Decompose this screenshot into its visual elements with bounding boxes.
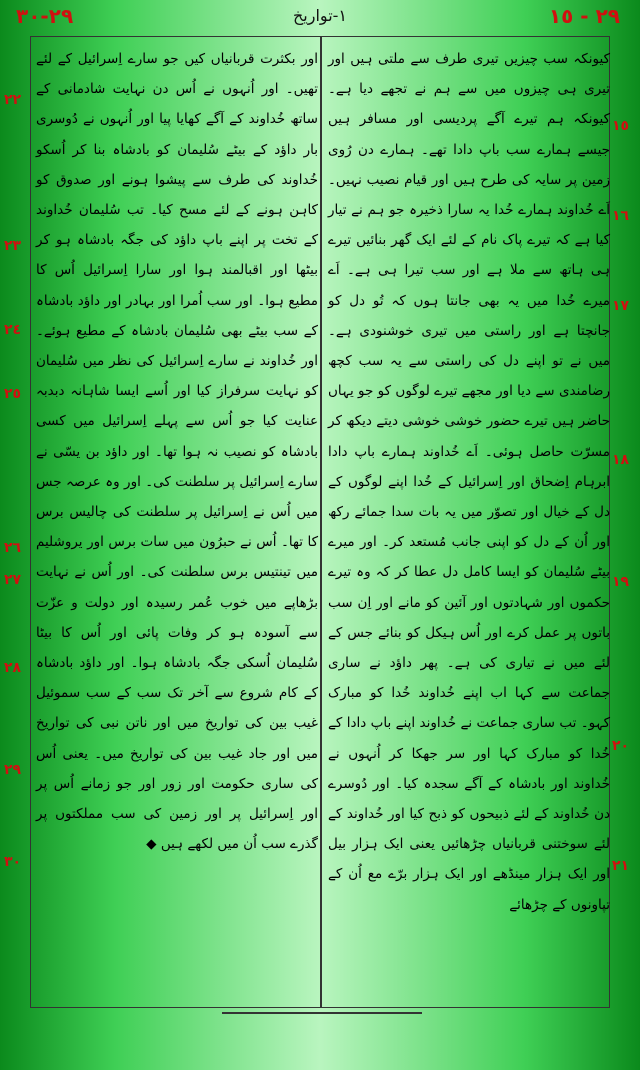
verse-number: ١٦: [612, 208, 630, 224]
verse-number: ٢٨: [4, 660, 22, 676]
left-text-column: [36, 44, 318, 859]
verse-number: ١٧: [612, 298, 630, 314]
chapter-range-right: ٢٩ - ١٥: [548, 4, 620, 28]
bottom-rule: [222, 1012, 422, 1014]
right-column-text: کیونکہ سب چیزیں تیری طرف سے ملتی ہیں اور تیری ہی چیزوں میں سے ہم نے تجھے دیا ہے۔ کیونکہ ہم تیرے آگے پردیسی اور مسافر ہیں جیسے ہمارے سب باپ دادا تھے۔ ہمارے دن رُوی زمین پر سایہ کی طرح ہیں اور قیام نصیب نہیں۔ اَے خُداوند ہمارے خُدا یہ سارا ذخیرہ جو ہم نے تیار کیا ہے کہ تیرے پاک نام کے لئے ایک گھر بنائیں تیرے ہی ہاتھ سے ملا ہے اور سب تیرا ہی ہے۔ اَے میرے خُدا میں یہ بھی جانتا ہوں کہ تُو دل کو جانچتا ہے اور راستی میں تیری خوشنودی ہے۔ میں نے تو اپنے دل کی راستی سے یہ سب کچھ رضامندی سے دیا اور مجھے تیرے لوگوں کو جو یہاں حاضر ہیں تیرے حضور خوشی خوشی دیتے دیکھ کر مسرّت حاصل ہوئی۔ اَے خُداوند ہمارے باپ دادا ابرہام اِضحاق اور اِسرائیل کے خُدا اپنے لوگوں کے دل کے خیال اور تصوّر میں یہ بات سدا جمائے رکھ اور اُن کے دل کو اپنی جانب مُستعد کر۔ اور میرے بیٹے سُلیمان کو ایسا کامل دل عطا کر کہ وہ تیرے حکموں اور شہادتوں اور آئین کو مانے اور اِن سب باتوں پر عمل کرے اور اُس ہیکل کو بنائے جس کے لئے میں نے تیاری کی ہے۔ پھر داؤد نے ساری جماعت سے کہا اب اپنے خُداوند خُدا کو مبارک کہو۔ تب ساری جماعت نے خُداوند اپنے باپ دادا کے خُدا کو مبارک کہا اور سر جھکا کر اُنہوں نے خُداوند اور بادشاہ کے آگے سجدہ کیا۔ اور دُوسرے دن خُداوند کے لئے ذبیحوں کو ذبح کیا اور خُداوند کے لئے سوختنی قربانیاں چڑھائیں یعنی ایک ہزار بیل اور ایک ہزار مینڈھے اور ایک ہزار برّے مع اُن کے تپاونوں کے چڑھائے: [328, 51, 610, 913]
verse-number: ٢٤: [4, 322, 22, 338]
verse-number: ١٨: [612, 452, 630, 468]
verse-number: ٢٥: [4, 386, 22, 402]
verse-number: ٢٠: [612, 738, 630, 754]
verse-number: ١٥: [612, 118, 630, 134]
right-text-column: [328, 44, 610, 920]
verse-number: ٢٧: [4, 572, 22, 588]
verse-number: ٢٢: [4, 92, 22, 108]
page-header: [0, 0, 640, 36]
verse-number: ٣٠: [4, 854, 22, 870]
verse-number: ٢٦: [4, 540, 22, 556]
left-column-text: اور بکثرت قربانیاں کیں جو سارے اِسرائیل کے لئے تھیں۔ اور اُنہوں نے اُس دن نہایت شادمانی کے ساتھ خُداوند کے آگے کھایا پیا اور اُنہوں نے دُوسری بار داؤد کے بیٹے سُلیمان کو بادشاہ بنا کر اُسکو خُداوند کی طرف سے پیشوا ہونے اور صدوق کو کاہن ہونے کے لئے مسح کیا۔ تب سُلیمان خُداوند کے تخت پر اپنے باپ داؤد کی جگہ بادشاہ ہو کر بیٹھا اور اقبالمند ہوا اور سارا اِسرائیل اُس کا مطیع ہوا۔ اور سب اُمرا اور بہادر اور داؤد بادشاہ کے سب بیٹے بھی سُلیمان بادشاہ کے مطیع ہوئے۔ اور خُداوند نے سارے اِسرائیل کی نظر میں سُلیمان کو نہایت سرفراز کیا اور اُسے ایسا شاہانہ دبدبہ عنایت کیا جو اُس سے پہلے اِسرائیل میں کسی بادشاہ کو نصیب نہ ہوا تھا۔ اور داؤد بن یسّی نے سارے اِسرائیل پر سلطنت کی۔ اور وہ عرصہ جس میں اُس نے اِسرائیل پر سلطنت کی چالیس برس کا تھا۔ اُس نے حبرُون میں سات برس اور یروشلیم میں تینتیس برس سلطنت کی۔ اور اُس نے نہایت بڑھاپے میں خوب عُمر رسیدہ اور دولت و عزّت سے آسودہ ہو کر وفات پائی اور اُس کا بیٹا سُلیمان اُسکی جگہ بادشاہ ہوا۔ اور داؤد بادشاہ کے کام شروع سے آخر تک سب کے سب سموئیل غیب بین کی تواریخ میں اور ناتن نبی کی تواریخ میں اور جاد غیب بین کی تواریخ میں۔ یعنی اُس کی ساری حکومت اور زور اور جو زمانے اُس پر اور اِسرائیل پر اور زمین کی سب مملکتوں پر گذرے سب اُن میں لکھے ہیں ◆: [36, 51, 318, 853]
verse-number: ١٩: [612, 574, 630, 590]
chapter-range-left: ٢٩-٣٠: [16, 4, 74, 28]
column-divider: [320, 36, 322, 1008]
book-title: ١-تواریخ: [292, 6, 348, 25]
verse-number: ٢٩: [4, 762, 22, 778]
verse-number: ٢١: [612, 858, 630, 874]
verse-number: ٢٣: [4, 238, 22, 254]
